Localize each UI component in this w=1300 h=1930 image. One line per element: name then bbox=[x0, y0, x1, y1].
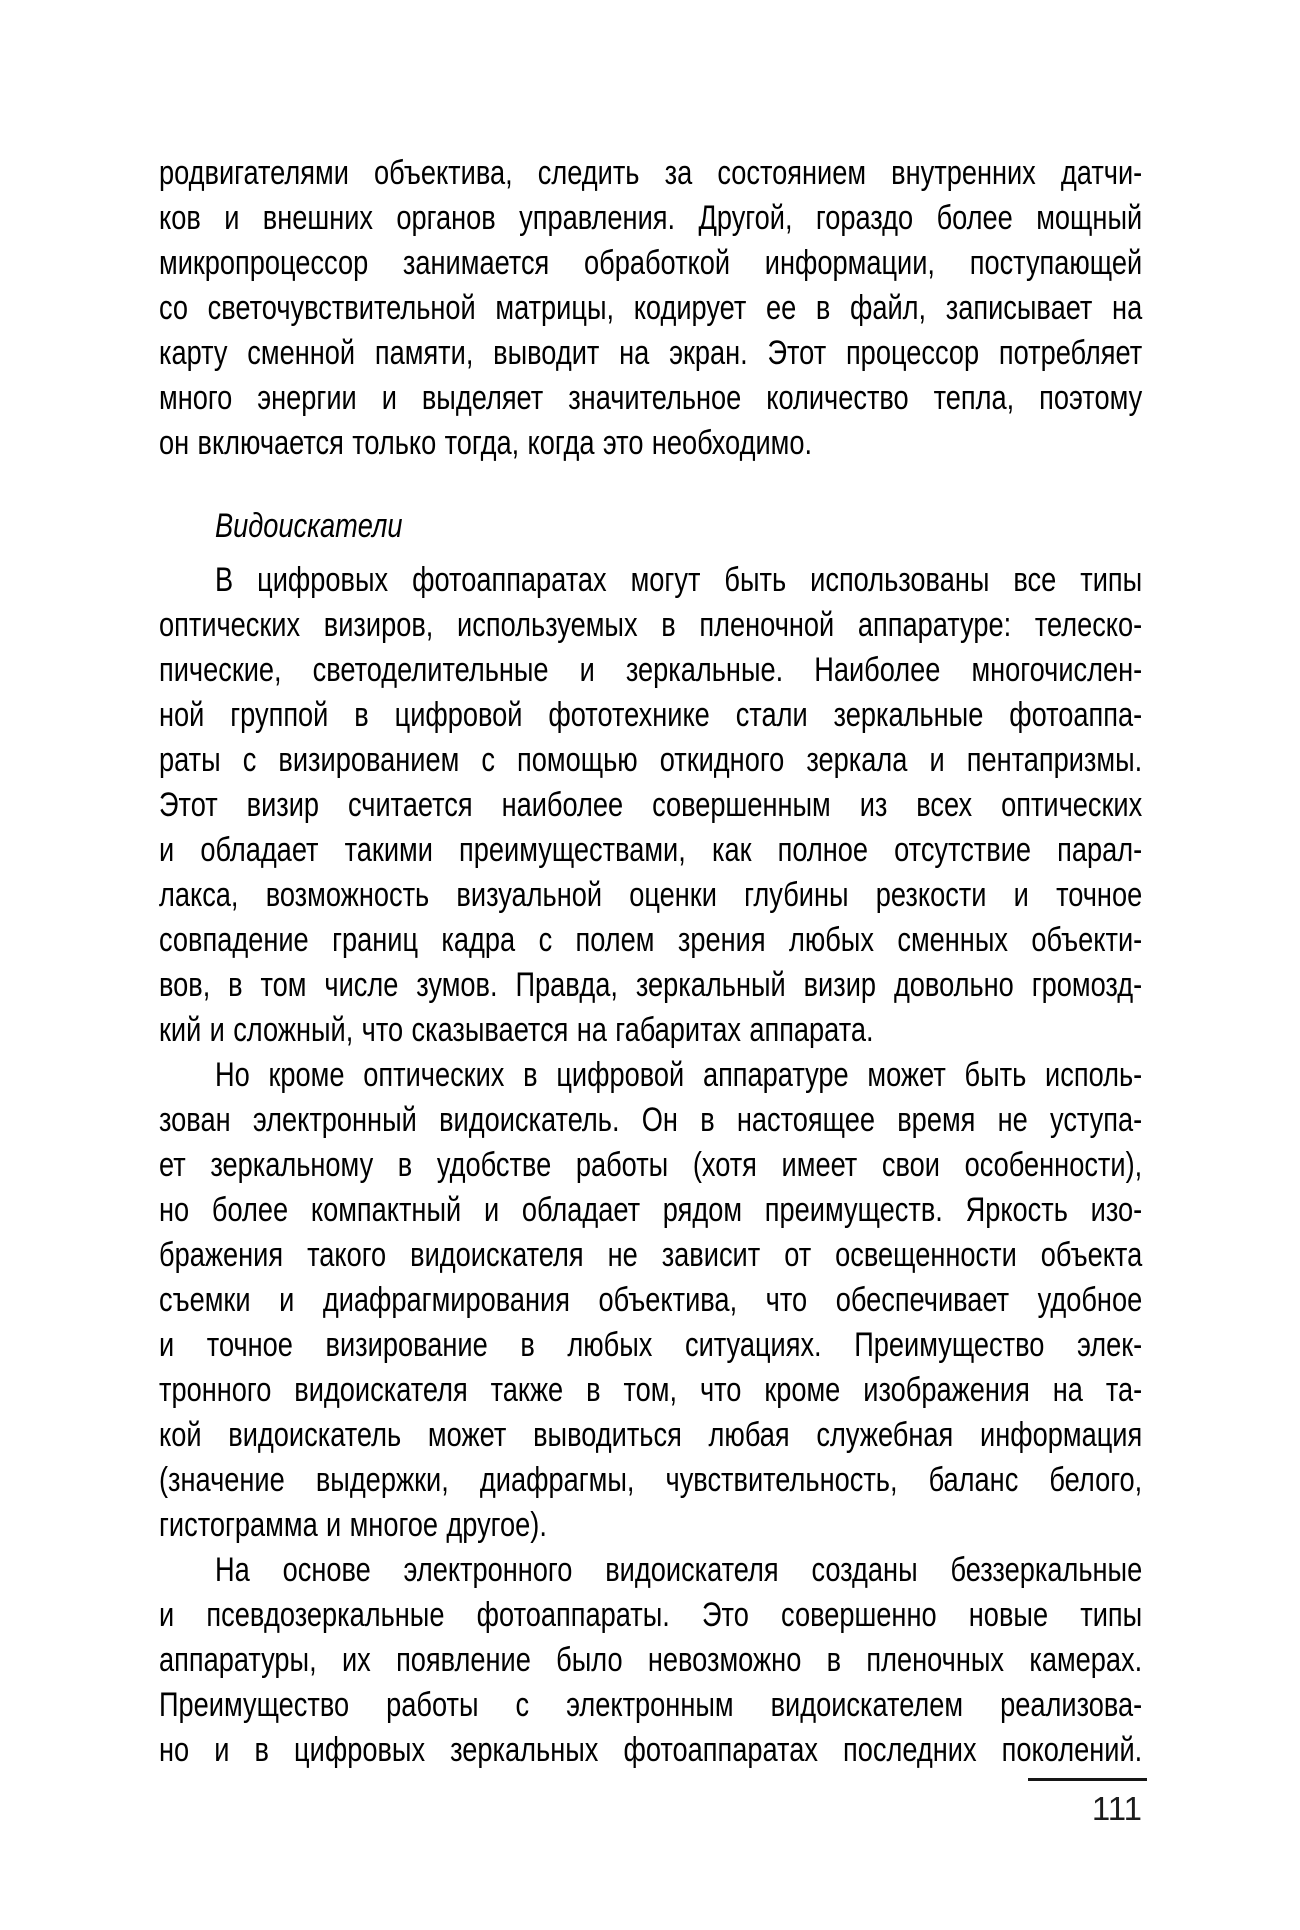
text-line: аппаратуры, их появление было невозможно в пленочных камерах. bbox=[159, 1641, 1143, 1679]
text-line: На основе электронного видоискателя созданы беззеркальные bbox=[215, 1551, 1143, 1589]
text-line: но и в цифровых зеркальных фотоаппаратах последних поколений. bbox=[159, 1731, 1143, 1769]
text-line: вов, в том числе зумов. Правда, зеркальный визир довольно громозд- bbox=[159, 966, 1143, 1004]
page-number-rule bbox=[1028, 1778, 1147, 1781]
text-line: микропроцессор занимается обработкой информации, поступающей bbox=[159, 244, 1143, 282]
text-line: (значение выдержки, диафрагмы, чувствительность, баланс белого, bbox=[159, 1461, 1143, 1499]
text-line: лакса, возможность визуальной оценки глубины резкости и точное bbox=[159, 876, 1143, 914]
text-line: но более компактный и обладает рядом преимуществ. Яркость изо- bbox=[159, 1191, 1143, 1229]
text-line: и точное визирование в любых ситуациях. Преимущество элек- bbox=[159, 1326, 1143, 1364]
text-line: и псевдозеркальные фотоаппараты. Это совершенно новые типы bbox=[159, 1596, 1143, 1634]
text-line: карту сменной памяти, выводит на экран. Этот процессор потребляет bbox=[159, 334, 1143, 372]
paragraph bbox=[159, 151, 1142, 466]
paragraph bbox=[159, 1548, 1142, 1773]
text-line: гистограмма и многое другое). bbox=[159, 1506, 547, 1544]
text-line: В цифровых фотоаппаратах могут быть использованы все типы bbox=[215, 561, 1143, 599]
text-line: Преимущество работы с электронным видоискателем реализова- bbox=[159, 1686, 1143, 1724]
text-line: Но кроме оптических в цифровой аппаратуре может быть исполь- bbox=[215, 1056, 1143, 1094]
text-line: ной группой в цифровой фототехнике стали зеркальные фотоаппа- bbox=[159, 696, 1143, 734]
paragraph bbox=[159, 1053, 1142, 1548]
text-line: много энергии и выделяет значительное количество тепла, поэтому bbox=[159, 379, 1143, 417]
text-line: и обладает такими преимуществами, как полное отсутствие парал- bbox=[159, 831, 1143, 869]
text-line: раты с визированием с помощью откидного зеркала и пентапризмы. bbox=[159, 741, 1143, 779]
text-line: тронного видоискателя также в том, что кроме изображения на та- bbox=[159, 1371, 1143, 1409]
text-line: оптических визиров, используемых в пленочной аппаратуре: телеско- bbox=[159, 606, 1143, 644]
text-line: пические, светоделительные и зеркальные. Наиболее многочислен- bbox=[159, 651, 1143, 689]
paragraph bbox=[159, 558, 1142, 1053]
text-line: кой видоискатель может выводиться любая служебная информация bbox=[159, 1416, 1143, 1454]
section-heading: Видоискатели bbox=[215, 507, 403, 545]
text-line: ков и внешних органов управления. Другой, гораздо более мощный bbox=[159, 199, 1143, 237]
text-line: со светочувствительной матрицы, кодирует ее в файл, записывает на bbox=[159, 289, 1143, 327]
text-line: он включается только тогда, когда это необходимо. bbox=[159, 424, 813, 462]
text-line: кий и сложный, что сказывается на габаритах аппарата. bbox=[159, 1011, 874, 1049]
text-line: родвигателями объектива, следить за состоянием внутренних датчи- bbox=[159, 154, 1143, 192]
page-number: 111 bbox=[1091, 1790, 1142, 1827]
text-block bbox=[159, 151, 1142, 1773]
text-line: съемки и диафрагмирования объектива, что обеспечивает удобное bbox=[159, 1281, 1143, 1319]
text-line: совпадение границ кадра с полем зрения любых сменных объекти- bbox=[159, 921, 1143, 959]
text-line: зован электронный видоискатель. Он в настоящее время не уступа- bbox=[159, 1101, 1143, 1139]
text-line: бражения такого видоискателя не зависит от освещенности объекта bbox=[159, 1236, 1143, 1274]
text-line: Этот визир считается наиболее совершенным из всех оптических bbox=[159, 786, 1143, 824]
text-line: ет зеркальному в удобстве работы (хотя имеет свои особенности), bbox=[159, 1146, 1143, 1184]
